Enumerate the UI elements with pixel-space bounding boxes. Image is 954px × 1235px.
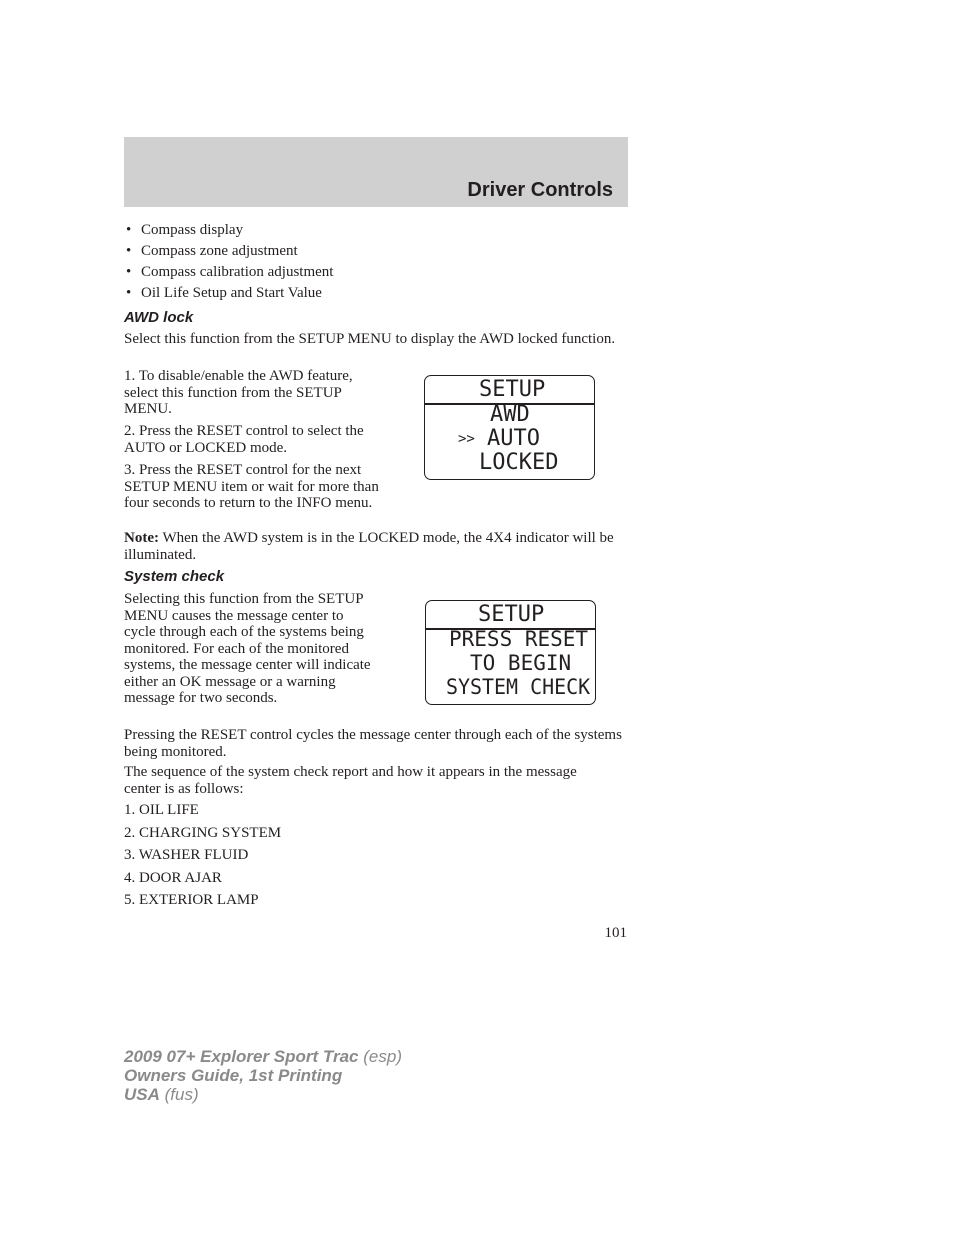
footer-line-2: Owners Guide, 1st Printing	[124, 1066, 343, 1085]
system-check-item: 1. OIL LIFE	[124, 802, 199, 818]
bullet-dot-icon: •	[126, 243, 132, 259]
display-line-press-reset: PRESS RESET	[449, 627, 589, 651]
setup-menu-bullet-list	[124, 221, 333, 305]
awd-note	[124, 530, 628, 563]
display-line-system-check: SYSTEM CHECK	[446, 675, 591, 699]
system-check-heading: System check	[124, 568, 225, 585]
system-check-message-center-display	[425, 600, 596, 705]
page-number: 101	[604, 925, 627, 941]
system-check-paragraph-1: Selecting this function from the SETUP MENU causes the message center to cycle through each of the systems being monitored. For each of the monitored systems, the message center will indicate either an OK message or a warning message for two seconds.	[124, 591, 371, 706]
bullet-item: • Compass display	[126, 222, 244, 238]
display-line-auto: AUTO	[487, 426, 540, 451]
system-check-paragraph-3: The sequence of the system check report and how it appears in the message center is as follows:	[124, 764, 577, 797]
system-check-item: 3. WASHER FLUID	[124, 847, 249, 863]
footer-line-1: 2009 07+ Explorer Sport Trac (esp)	[124, 1047, 402, 1066]
document-footer	[124, 1047, 402, 1104]
system-check-item: 4. DOOR AJAR	[124, 870, 222, 886]
bullet-dot-icon: •	[126, 222, 132, 238]
note-text: When the AWD system is in the LOCKED mode, the 4X4 indicator will be illuminated.	[124, 530, 614, 563]
system-check-paragraph-2: Pressing the RESET control cycles the message center through each of the systems being monitored.	[124, 727, 622, 760]
note-label: Note:	[124, 530, 159, 546]
awd-step-2: 2. Press the RESET control to select the AUTO or LOCKED mode.	[124, 423, 364, 456]
section-title: Driver Controls	[467, 179, 613, 201]
section-header-band	[124, 137, 628, 207]
display-line-setup: SETUP	[479, 377, 546, 402]
display-line-awd: AWD	[490, 402, 530, 427]
bullet-item: • Oil Life Setup and Start Value	[126, 285, 322, 301]
awd-step-3: 3. Press the RESET control for the next SETUP MENU item or wait for more than four seconds to return to the INFO menu.	[124, 462, 379, 511]
display-line-locked: LOCKED	[479, 450, 559, 475]
awd-message-center-display	[424, 375, 595, 480]
awd-step-1: 1. To disable/enable the AWD feature, select this function from the SETUP MENU.	[124, 368, 353, 417]
bullet-dot-icon: •	[126, 285, 132, 301]
system-check-item: 2. CHARGING SYSTEM	[124, 825, 282, 841]
display-cursor-icon: >>	[458, 431, 475, 447]
display-line-to-begin: TO BEGIN	[470, 651, 572, 675]
awd-intro-paragraph: Select this function from the SETUP MENU to display the AWD locked function.	[124, 331, 616, 347]
footer-line-3: USA (fus)	[124, 1085, 199, 1104]
awd-lock-heading: AWD lock	[124, 309, 194, 326]
bullet-item: • Compass calibration adjustment	[126, 264, 334, 280]
system-check-item: 5. EXTERIOR LAMP	[124, 892, 259, 908]
bullet-item: • Compass zone adjustment	[126, 243, 298, 259]
display-line-setup: SETUP	[478, 602, 545, 627]
bullet-dot-icon: •	[126, 264, 132, 280]
